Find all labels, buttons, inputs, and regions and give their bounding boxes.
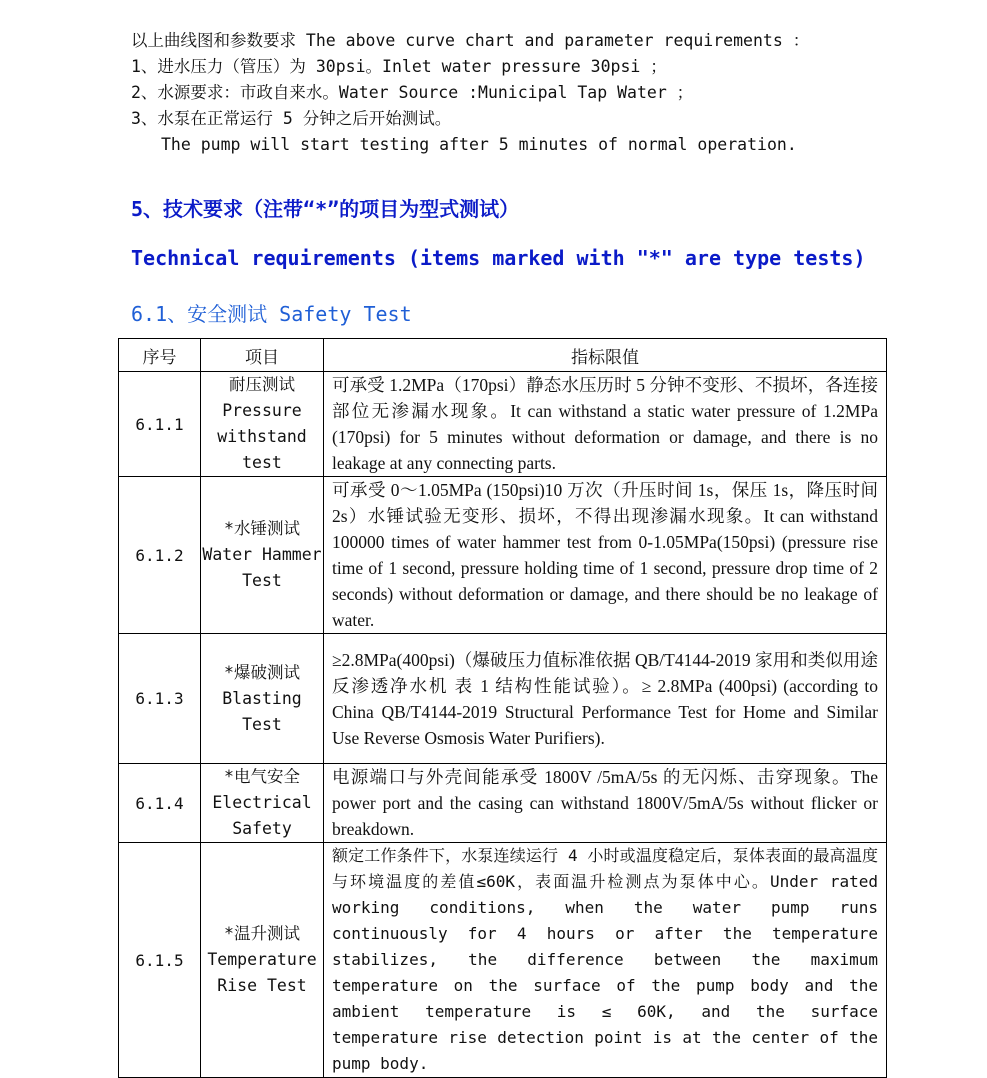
intro-line: The pump will start testing after 5 minutes of normal operation.	[161, 135, 797, 154]
item-en: Pressure withstand test	[217, 401, 307, 472]
header-no: 序号	[119, 339, 201, 372]
section-5-title-en: Technical requirements (items marked with "*" are type tests)	[131, 246, 866, 270]
row-item	[201, 634, 324, 764]
section-6-1-title: 6.1、安全测试 Safety Test	[131, 302, 412, 326]
spec-cn: 额定工作条件下，水泵连续运行 4 小时或温度稳定后，泵体表面的最高温度与环境温度的差值≤60K，表面温升检测点为泵体中心。	[332, 846, 878, 891]
intro-notes	[131, 28, 809, 158]
header-item: 项目	[201, 339, 324, 372]
table-row	[119, 764, 887, 843]
row-spec: 可承受 1.2MPa（170psi）静态水压历时 5 分钟不变形、不损坏，各连接部位无渗漏水现象。It can withstand a static water pressure of 1.2MPa (170psi) for 5 minutes without deformation or damage, and there is no leakage at any connecting parts.	[324, 372, 887, 477]
table-row	[119, 477, 887, 634]
row-no: 6.1.2	[119, 477, 201, 634]
header-spec: 指标限值	[324, 339, 887, 372]
table-row	[119, 634, 887, 764]
row-no: 6.1.5	[119, 843, 201, 1078]
intro-line: 1、进水压力（管压）为 30psi。Inlet water pressure 30psi ；	[131, 57, 667, 76]
table-row	[119, 372, 887, 477]
spec-en: Under rated working conditions, when the water pump runs continuously for 4 hours or after the temperature stabilizes, the difference between the maximum temperature on the surface of the pump body and the ambient temperature is ≤ 60K, and the surface temperature rise detection point is at the center of the pump body.	[332, 872, 878, 1073]
item-en: Blasting Test	[222, 688, 302, 734]
row-item	[201, 843, 324, 1078]
row-spec: 可承受 0～1.05MPa (150psi)10 万次（升压时间 1s，保压 1s，降压时间 2s）水锤试验无变形、损坏，不得出现渗漏水现象。It can withstand 100000 times of water hammer test from 0-1.05MPa(150psi) (pressure rise time of 1 second, pressure holding time of 1 second, pressure drop time of 2 seconds) without deformation or damage, and there should be no leakage of water.	[324, 477, 887, 634]
row-item	[201, 372, 324, 477]
item-en: Electrical Safety	[212, 793, 312, 838]
row-no: 6.1.1	[119, 372, 201, 477]
item-en: Water Hammer Test	[202, 545, 322, 590]
row-item	[201, 764, 324, 843]
item-cn: 耐压测试	[229, 375, 295, 394]
row-item	[201, 477, 324, 634]
intro-line: 3、水泵在正常运行 5 分钟之后开始测试。	[131, 109, 452, 128]
item-cn: *温升测试	[224, 924, 300, 943]
item-en: Temperature Rise Test	[207, 950, 317, 995]
table-header-row	[119, 339, 887, 372]
safety-test-table	[118, 338, 887, 1078]
row-spec: 电源端口与外壳间能承受 1800V /5mA/5s 的无闪烁、击穿现象。The power port and the casing can withstand 1800V/5mA/5s without flicker or breakdown.	[324, 764, 887, 843]
row-no: 6.1.4	[119, 764, 201, 843]
item-cn: *电气安全	[224, 767, 300, 786]
intro-line: 以上曲线图和参数要求 The above curve chart and parameter requirements ：	[131, 31, 810, 50]
section-5-title-cn: 5、技术要求（注带“*”的项目为型式测试）	[131, 197, 520, 221]
intro-line: 2、水源要求：市政自来水。Water Source :Municipal Tap Water ；	[131, 83, 694, 102]
row-spec	[324, 843, 887, 1078]
table-row	[119, 843, 887, 1078]
item-cn: *水锤测试	[224, 519, 300, 538]
row-no: 6.1.3	[119, 634, 201, 764]
item-cn: *爆破测试	[224, 662, 300, 682]
row-spec: ≥2.8MPa(400psi)（爆破压力值标准依据 QB/T4144-2019 家用和类似用途反渗透净水机 表 1 结构性能试验）。≥ 2.8MPa (400psi) (according to China QB/T4144-2019 Structural Performance Test for Home and Similar Use Reverse Osmosis Water Purifiers).	[324, 634, 887, 764]
